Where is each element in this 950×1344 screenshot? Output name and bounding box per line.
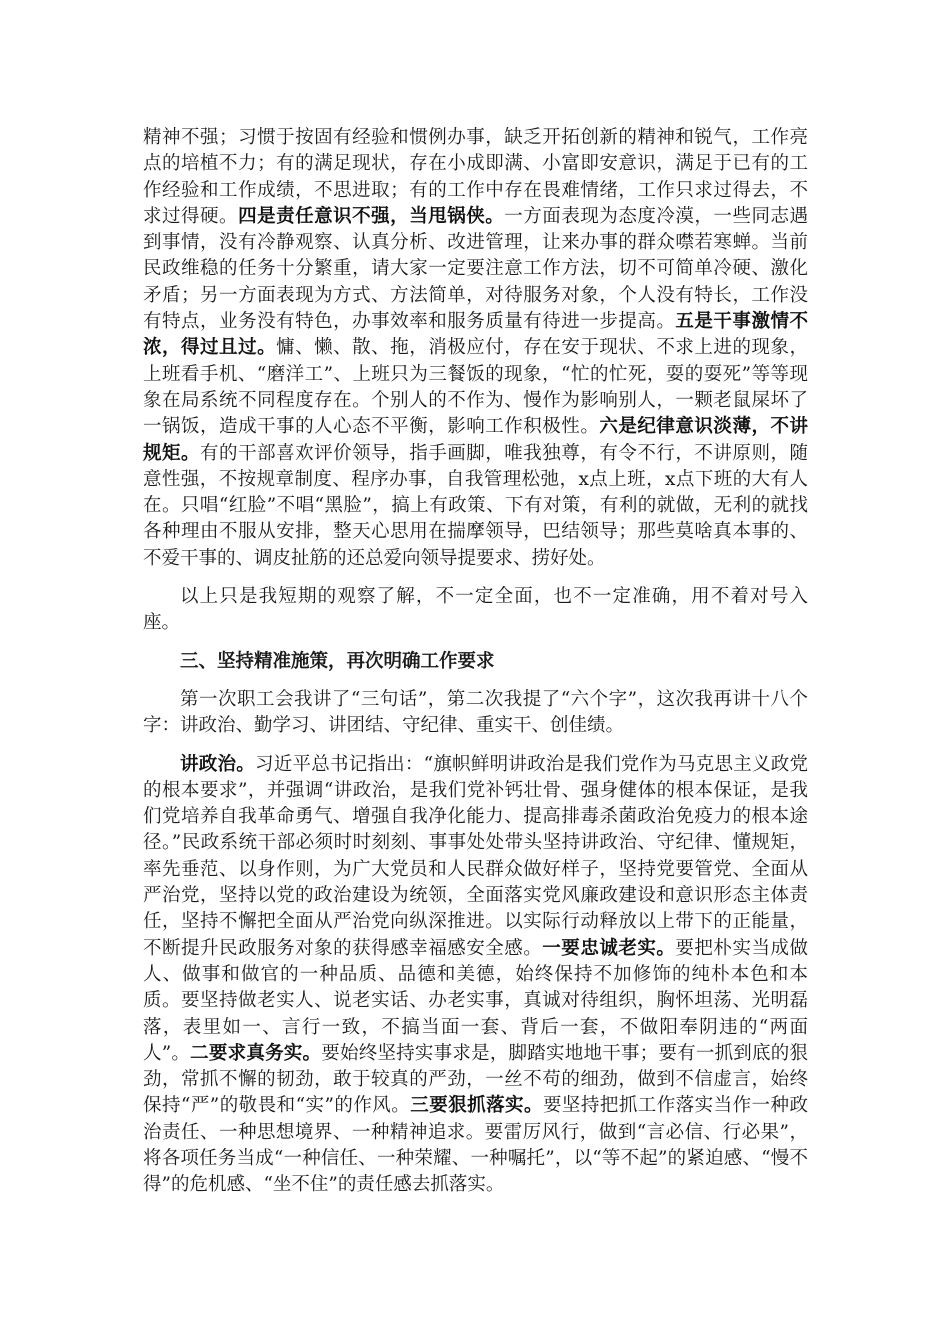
section-heading: 三、坚持精准施策，再次明确工作要求	[180, 650, 495, 672]
bold-lead-fifth: 五是干事激情不浓，得过且过。	[143, 311, 808, 359]
bold-lead-sixth: 六是纪律意识淡薄，不讲规矩。	[143, 416, 808, 464]
paragraph-politics	[143, 752, 808, 1199]
paragraph-eighteen-characters: 第一次职工会我讲了“三句话”，第二次我提了“六个字”，这次我再讲十八个字：讲政治、勤学习、讲团结、守纪律、重实干、创佳绩。	[143, 688, 808, 737]
text-run: 要坚持把抓工作落实当作一种政治责任、一种思想境界、一种精神追求。要雷厉风行，做到“言必信、行必果”，将各项任务当成“一种信任、一种荣耀、一种嘱托”，以“等不起”的紧迫感、“慢不得”的危机感、“坐不住”的责任感去抓落实。	[143, 1095, 808, 1196]
bold-lead-implementation: 三要狠抓落实。	[410, 1095, 543, 1117]
text-run: 要始终坚持实事求是，脚踏实地地干事；要有一抓到底的狠劲，常抓不懈的韧劲，敢于较真的严劲，一丝不苟的细劲，做到不信虚言，始终保持“严”的敬畏和“实”的作风。	[143, 1042, 808, 1117]
bold-lead-politics: 讲政治。	[180, 753, 255, 775]
text-run: 习近平总书记指出：“旗帜鲜明讲政治是我们党作为马克思主义政党的根本要求”，并强调“讲政治，是我们党补钙壮骨、强身健体的根本保证，是我们党培养自我革命勇气、增强自我净化能力、提高排毒杀菌政治免疫力的根本途径。”民政系统干部必须时时刻刻、事事处处带头坚持讲政治、守纪律、懂规矩，率先垂范、以身作则，为广大党员和人民群众做好样子，坚持党要管党、全面从严治党，坚持以党的政治建设为统领，全面落实党风廉政建设和意识形态主体责任，坚持不懈把全面从严治党向纵深推进。以实际行动释放以上带下的正能量，不断提升民政服务对象的获得感幸福感安全感。	[143, 753, 808, 959]
text-run: 精神不强；习惯于按固有经验和惯例办事，缺乏开拓创新的精神和锐气，工作亮点的培植不力；有的满足现状，存在小成即满、小富即安意识，满足于已有的工作经验和工作成绩，不思进取；有的工作中存在畏难情绪，工作只求过得去，不求过得硬。	[143, 127, 808, 227]
text-run: 有的干部喜欢评价领导，指手画脚，唯我独尊，有令不行，不讲原则，随意性强，不按规章制度、程序办事，自我管理松弛，x点上班，x点下班的大有人在。只唱“红脸”不唱“黑脸”，搞上有政策、下有对策，有利的就做，无利的就找各种理由不服从安排，整天心思用在揣摩领导，巴结领导；那些莫啥真本事的、不爱干事的、调皮扯筋的还总爱向领导提要求、捞好处。	[143, 442, 808, 569]
paragraph-problems-continued	[143, 125, 808, 572]
bold-lead-practical: 二要求真务实。	[190, 1042, 322, 1064]
document-page	[143, 125, 808, 1199]
bold-lead-fourth: 四是责任意识不强，当甩锅侠。	[238, 205, 505, 227]
paragraph-observation-note: 以上只是我短期的观察了解，不一定全面，也不一定准确，用不着对号入座。	[143, 586, 808, 634]
text-run: 一方面表现为态度冷漠，一些同志遇到事情，没有冷静观察、认真分析、改进管理，让来办事的群众噤若寒蝉。当前民政维稳的任务十分繁重，请大家一定要注意工作方法，切不可简单冷硬、激化矛盾；另一方面表现为方式、方法简单，对待服务对象，个人没有特长，工作没有特点，业务没有特色，办事效率和服务质量有待进一步提高。	[143, 205, 808, 333]
text-run: 慵、懒、散、拖，消极应付，存在安于现状、不求上进的现象，上班看手机、“磨洋工”、上班只为三餐饭的现象，“忙的忙死，耍的耍死”等等现象在局系统不同程度存在。个别人的不作为、慢作为影响别人，一颗老鼠屎坏了一锅饭，造成干事的人心态不平衡，影响工作积极性。	[143, 337, 808, 438]
text-run: 要把朴实当成做人、做事和做官的一种品质、品德和美德，始终保持不加修饰的纯朴本色和本质。要坚持做老实人、说老实话、办老实事，真诚对待组织，胸怀坦荡、光明磊落，表里如一、言行一致，不搞当面一套、背后一套，不做阳奉阴违的“两面人”。	[143, 937, 808, 1064]
bold-lead-loyal: 一要忠诚老实。	[542, 937, 676, 959]
